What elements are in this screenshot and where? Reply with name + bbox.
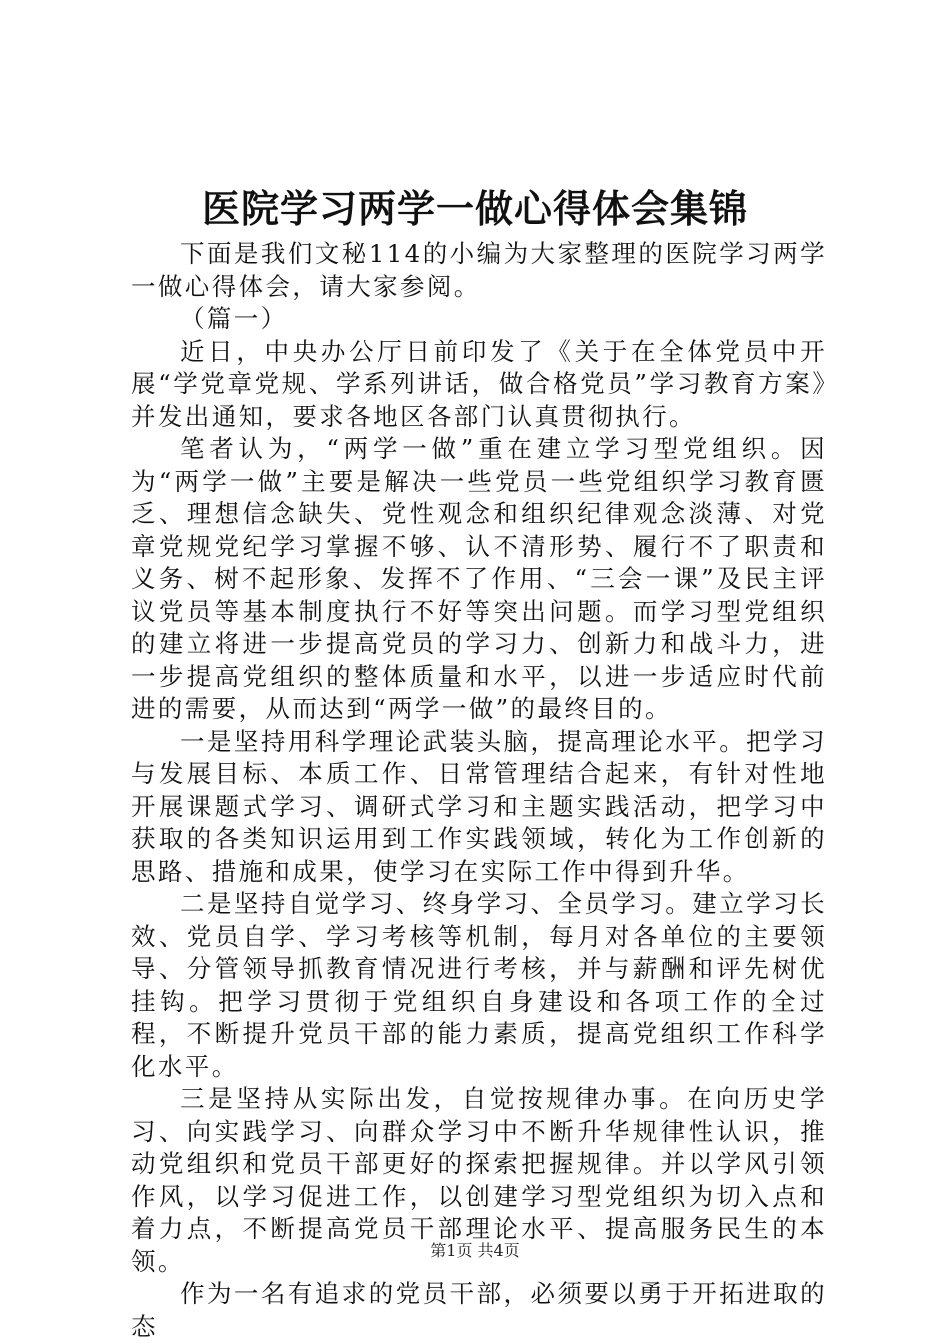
document-body bbox=[131, 238, 827, 1343]
intro-paragraph: 下面是我们文秘114的小编为大家整理的医院学习两学一做心得体会，请大家参阅。 bbox=[131, 239, 827, 301]
body-paragraph: 笔者认为，“两学一做”重在建立学习型党组织。因为“两学一做”主要是解决一些党员一些党组织学习教育匮乏、理想信念缺失、党性观念和组织纪律观念淡薄、对党章党规党纪学习掌握不够、认不清形势、履行不了职责和义务、树不起形象、发挥不了作用、“三会一课”及民主评议党员等基本制度执行不好等突出问题。而学习型党组织的建立将进一步提高党员的学习力、创新力和战斗力，进一步提高党组织的整体质量和水平，以进一步适应时代前进的需要，从而达到“两学一做”的最终目的。 bbox=[131, 434, 827, 723]
body-paragraph: 二是坚持自觉学习、终身学习、全员学习。建立学习长效、党员自学、学习考核等机制，每月对各单位的主要领导、分管领导抓教育情况进行考核，并与薪酬和评先树优挂钩。把学习贯彻于党组织自身建设和各项工作的全过程，不断提升党员干部的能力素质，提高党组织工作科学化水平。 bbox=[131, 889, 827, 1081]
document-title: 医院学习两学一做心得体会集锦 bbox=[201, 186, 748, 231]
body-paragraph: 近日，中央办公厅日前印发了《关于在全体党员中开展“学党章党规、学系列讲话，做合格党员”学习教育方案》并发出通知，要求各地区各部门认真贯彻执行。 bbox=[131, 336, 827, 431]
body-paragraph: 作为一名有追求的党员干部，必须要以勇于开拓进取的态 bbox=[131, 1279, 827, 1341]
section-heading: （篇一） bbox=[180, 304, 288, 333]
page-number-footer: 第1页 共4页 bbox=[430, 1241, 520, 1260]
body-paragraph: 三是坚持从实际出发，自觉按规律办事。在向历史学习、向实践学习、向群众学习中不断升华规律性认识，推动党组织和党员干部更好的探索把握规律。并以学风引领作风，以学习促进工作，以创建学习型党组织为切入点和着力点，不断提高党员干部理论水平、提高服务民生的本领。 bbox=[131, 1084, 827, 1276]
body-paragraph: 一是坚持用科学理论武装头脑，提高理论水平。把学习与发展目标、本质工作、日常管理结合起来，有针对性地开展课题式学习、调研式学习和主题实践活动，把学习中获取的各类知识运用到工作实践领域，转化为工作创新的思路、措施和成果，使学习在实际工作中得到升华。 bbox=[131, 726, 827, 886]
